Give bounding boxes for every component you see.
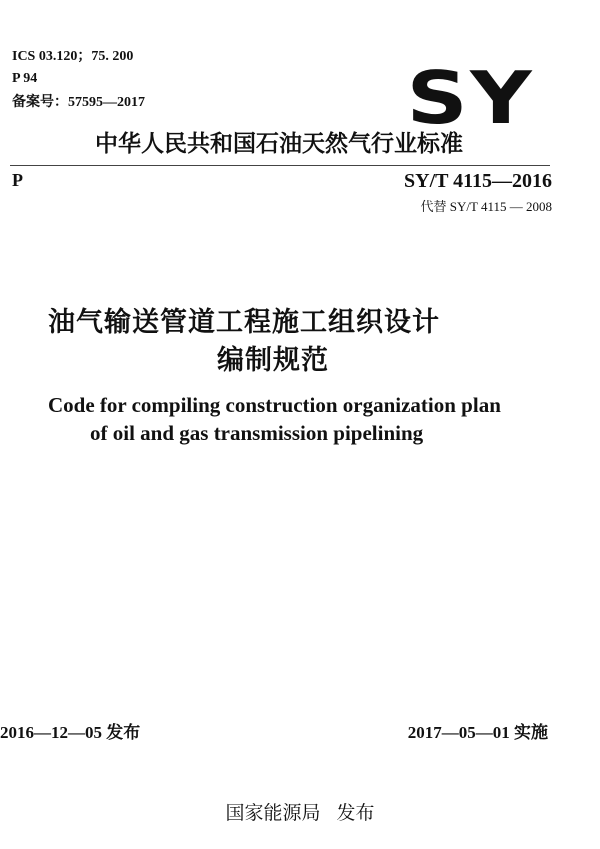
replaces-note: 代替 SY/T 4115 — 2008 <box>420 199 552 214</box>
ccs-number: P 94 <box>12 71 38 86</box>
header-divider <box>10 165 550 166</box>
title-en-line2: of oil and gas transmission pipelining <box>90 421 424 445</box>
issue-date: 2016—12—05 发布 <box>0 723 141 742</box>
registration-number: 备案号：57595—2017 <box>12 95 145 110</box>
standard-code: SY/T 4115—2016 <box>404 170 552 192</box>
implementation-date: 2017—05—01 实施 <box>407 723 548 742</box>
title-cn-line2: 编制规范 <box>217 345 329 376</box>
ics-number: ICS 03.120；75. 200 <box>12 49 134 64</box>
issuing-authority: 国家能源局 发布 <box>225 802 375 824</box>
classification-code: P <box>12 170 23 190</box>
sy-logo: SY <box>406 56 534 140</box>
industry-standard-heading: 中华人民共和国石油天然气行业标准 <box>95 131 463 157</box>
title-en-line1: Code for compiling construction organization plan <box>48 393 501 417</box>
title-cn-line1: 油气输送管道工程施工组织设计 <box>48 307 440 338</box>
